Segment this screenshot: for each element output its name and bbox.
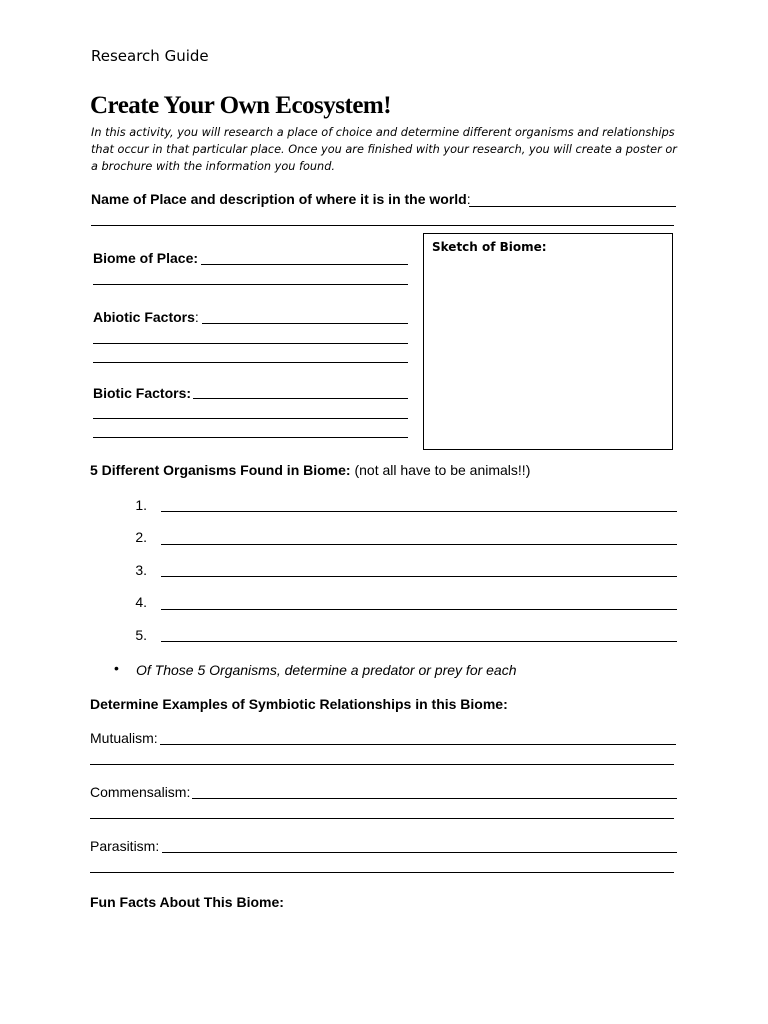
commensalism-label: Commensalism: (90, 784, 191, 800)
biotic-label: Biotic Factors: (93, 385, 192, 401)
predator-prey-instruction: Of Those 5 Organisms, determine a predator or prey for each (136, 662, 517, 678)
organism-answer-line-3[interactable] (161, 576, 677, 577)
organisms-note: (not all have to be animals!!) (354, 462, 531, 478)
organism-answer-line-5[interactable] (161, 641, 677, 642)
organisms-prompt (90, 462, 530, 478)
commensalism-answer-line-1[interactable] (192, 798, 677, 799)
organism-answer-line-1[interactable] (161, 511, 677, 512)
document-header: Research Guide (91, 47, 209, 65)
mutualism-label: Mutualism: (90, 730, 158, 746)
mutualism-answer-line-2[interactable] (90, 764, 674, 765)
biotic-answer-line-3[interactable] (93, 437, 408, 438)
commensalism-answer-line-2[interactable] (90, 818, 674, 819)
biome-answer-line-1[interactable] (201, 264, 408, 265)
parasitism-answer-line-2[interactable] (90, 872, 674, 873)
organism-number: 2. (135, 529, 147, 545)
intro-paragraph: In this activity, you will research a place of choice and determine different organisms and relationships that occur in that particular place. Once you are finished with your research, you will create a poster or a brochure with the information you found. (91, 126, 677, 173)
parasitism-answer-line-1[interactable] (162, 852, 677, 853)
worksheet-title: Create Your Own Ecosystem! (90, 92, 392, 119)
biotic-answer-line-2[interactable] (93, 418, 408, 419)
sketch-box[interactable] (423, 233, 673, 450)
place-prompt (91, 191, 471, 207)
organism-answer-line-4[interactable] (161, 609, 677, 610)
abiotic-answer-line-1[interactable] (202, 323, 408, 324)
abiotic-answer-line-2[interactable] (93, 343, 408, 344)
organism-number: 5. (135, 627, 147, 643)
abiotic-answer-line-3[interactable] (93, 362, 408, 363)
bullet-icon: • (114, 660, 119, 676)
biotic-answer-line-1[interactable] (193, 398, 408, 399)
place-label: Name of Place and description of where it is in the world (91, 191, 467, 207)
symbiotic-heading: Determine Examples of Symbiotic Relationships in this Biome: (90, 696, 508, 712)
organism-number: 1. (135, 497, 147, 513)
organism-number: 4. (135, 594, 147, 610)
place-colon: : (466, 191, 471, 207)
abiotic-colon: : (194, 309, 199, 325)
fun-facts-heading: Fun Facts About This Biome: (90, 894, 284, 910)
biome-label: Biome of Place: (93, 250, 199, 266)
abiotic-label: Abiotic Factors (93, 309, 195, 325)
abiotic-prompt (93, 309, 199, 325)
organism-answer-line-2[interactable] (161, 544, 677, 545)
sketch-label: Sketch of Biome: (432, 240, 547, 254)
place-answer-line-1[interactable] (469, 206, 676, 207)
biome-answer-line-2[interactable] (93, 284, 408, 285)
place-answer-line-2[interactable] (91, 225, 674, 226)
organisms-label: 5 Different Organisms Found in Biome: (90, 462, 351, 478)
mutualism-answer-line-1[interactable] (160, 744, 676, 745)
parasitism-label: Parasitism: (90, 838, 160, 854)
organism-number: 3. (135, 562, 147, 578)
